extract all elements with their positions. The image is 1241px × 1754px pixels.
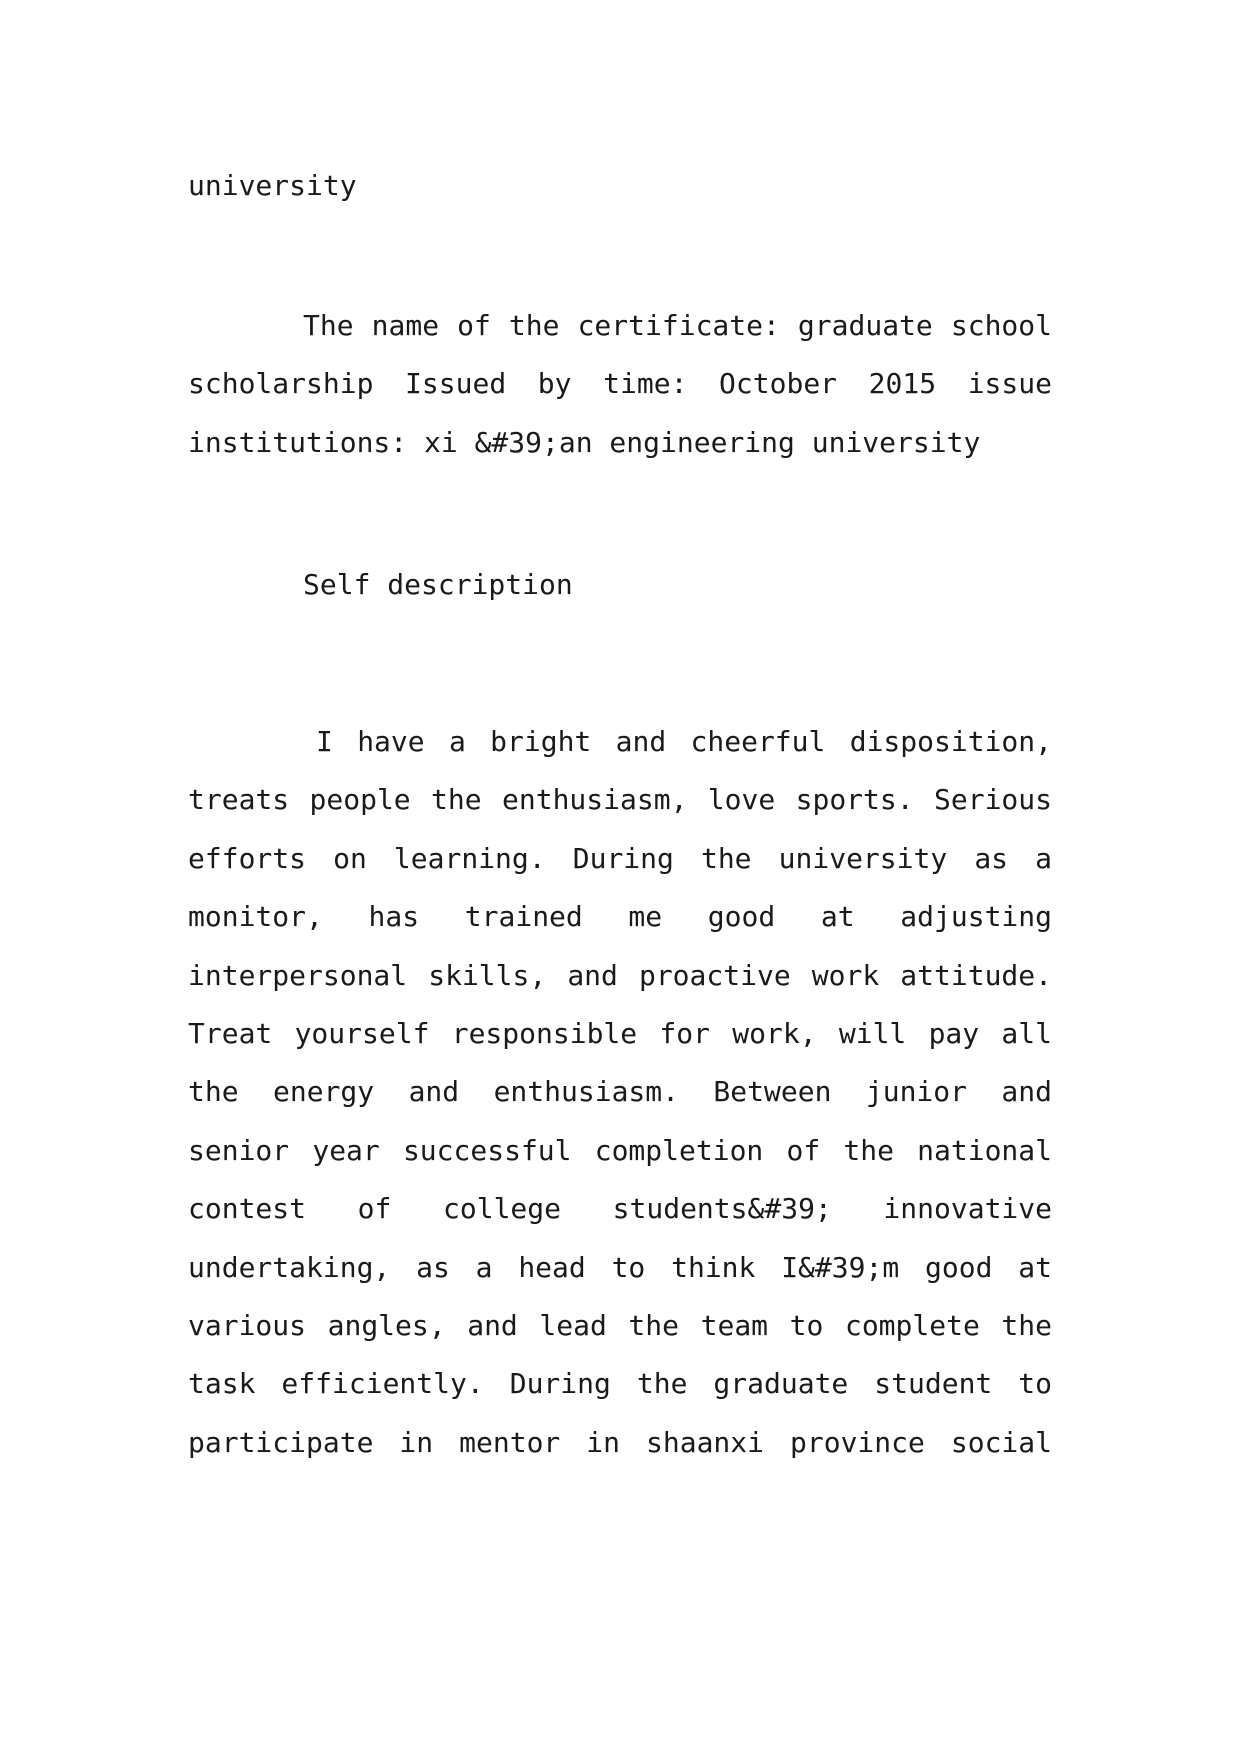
paragraph-line: undertaking, as a head to think I&#39;m good at (188, 1250, 1052, 1284)
paragraph-line: interpersonal skills, and proactive work attitude. (188, 958, 1052, 992)
self-description-paragraph (188, 713, 1052, 1472)
paragraph-line: The name of the certificate: graduate school (303, 309, 1052, 342)
paragraph-line: efforts on learning. During the university as a (188, 841, 1052, 875)
section-heading: Self description (303, 568, 573, 601)
paragraph-line: treats people the enthusiasm, love sports. Serious (188, 783, 1052, 817)
paragraph-line: scholarship Issued by time: October 2015 issue (188, 367, 1052, 401)
paragraph-line: institutions: xi &#39;an engineering university (188, 425, 981, 459)
paragraph-line: the energy and enthusiasm. Between junior and (188, 1075, 1052, 1109)
paragraph-line: Treat yourself responsible for work, will pay all (188, 1017, 1052, 1051)
paragraph-line: senior year successful completion of the national (188, 1133, 1052, 1167)
paragraph-line: participate in mentor in shaanxi province social (188, 1425, 1052, 1459)
paragraph-line: contest of college students&#39; innovative (188, 1192, 1052, 1226)
top-fragment-text: university (188, 169, 357, 202)
paragraph-line: task efficiently. During the graduate student to (188, 1367, 1052, 1401)
paragraph-line: various angles, and lead the team to complete the (188, 1309, 1052, 1343)
paragraph-line: I have a bright and cheerful disposition, (316, 725, 1052, 758)
certificate-paragraph (188, 297, 1052, 472)
paragraph-line: monitor, has trained me good at adjusting (188, 900, 1052, 934)
